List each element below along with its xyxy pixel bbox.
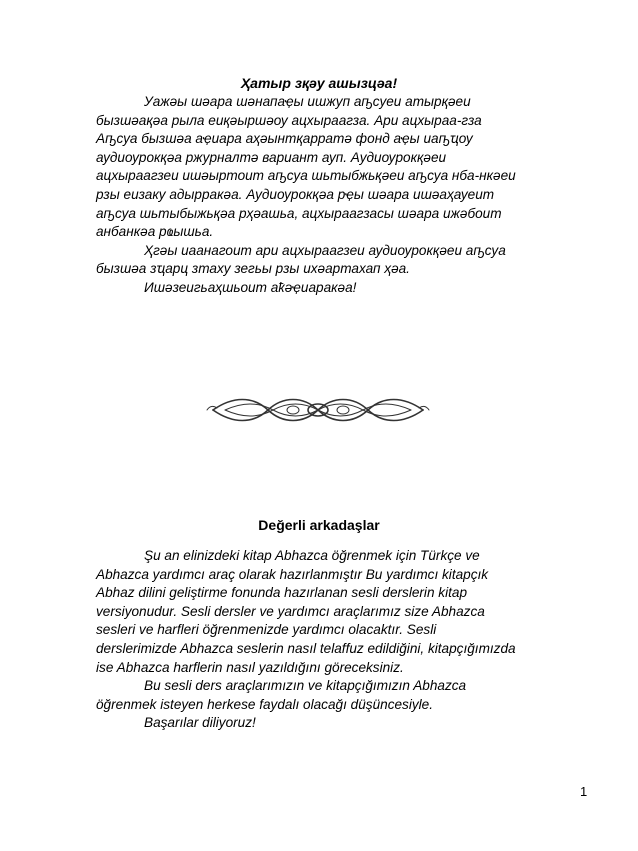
text-line: Ишәзеигьаҳшьоит аҟәҿиаракәа!	[144, 279, 357, 295]
text-line: ise Abhazca harflerin nasıl yazıldığını göreceksiniz.	[96, 659, 404, 675]
text-line: аудиоурокқәа ржурналтә вариант ауп. Аудиоурокқәеи	[96, 149, 447, 165]
decorative-divider	[203, 388, 433, 432]
text-line: Уажәы шәара шәнапаҿы ишжуп аҧсуеи атырқәеи	[144, 94, 471, 109]
text-line: Abhazca yardımcı araç olarak hazırlanmıştır Bu yardımcı kitapçık	[96, 566, 489, 582]
text-line: versiyonudur. Sesli dersler ve yardımcı araçlarımız size Abhazca	[96, 603, 485, 619]
text-line: рзы еизаку адырракәа. Аудиоурокқәа рҿы шәара ишәаҳауеит	[96, 186, 495, 202]
turkish-title: Değerli arkadaşlar	[258, 517, 380, 533]
text-line: Ҳгәы иаанагоит ари ацхыраагзеи аудиоурокқәеи аҧсуа	[144, 242, 506, 258]
text-line: öğrenmek isteyen herkese faydalı olacağı düşüncesiyle.	[96, 696, 434, 712]
text-line: derslerimizde Abhazca seslerin nasıl telaffuz edildiğini, kitapçığımızda	[96, 640, 516, 656]
text-line: анбанкәа рҩышьа.	[96, 224, 214, 240]
text-line: бызшәақәа рыла еиқәыршәоу ацхыраагза. Ари ацхыраа-гза	[96, 112, 482, 128]
text-line: Başarılar diliyoruz!	[144, 715, 256, 731]
abkhaz-title: Ҳатыр зқәу ашызцәа!	[240, 75, 398, 91]
text-line: аҧсуа шьтыбыжьқәа рҳәашьа, ацхыраагзасы шәара ижәбоит	[96, 205, 502, 221]
text-line: бызшәа зҵарц зтаху зегьы рзы ихәартахап ҳәа.	[96, 261, 410, 277]
text-line: ацхыраагзеи ишәыртоит аҧсуа шьтыбжьқәеи аҧсуа нба-нкәеи	[96, 168, 516, 184]
text-line: Bu sesli ders araçlarımızın ve kitapçığımızın Abhazca	[144, 678, 467, 694]
abkhaz-paragraph	[96, 93, 556, 298]
text-line: sesleri ve harfleri öğrenmenizde yardımcı olacaktır. Sesli	[96, 622, 437, 638]
text-line: Аҧсуа бызшәа аҿиара аҳәынтқарратә фонд аҿы иаҧҵоу	[96, 131, 473, 147]
page-number: 1	[580, 784, 588, 799]
text-line: Şu an elinizdeki kitap Abhazca öğrenmek için Türkçe ve	[144, 548, 480, 563]
turkish-paragraph	[96, 547, 556, 733]
text-line: Abhaz dilini geliştirme fonunda hazırlanan sesli derslerin kitap	[96, 585, 468, 601]
